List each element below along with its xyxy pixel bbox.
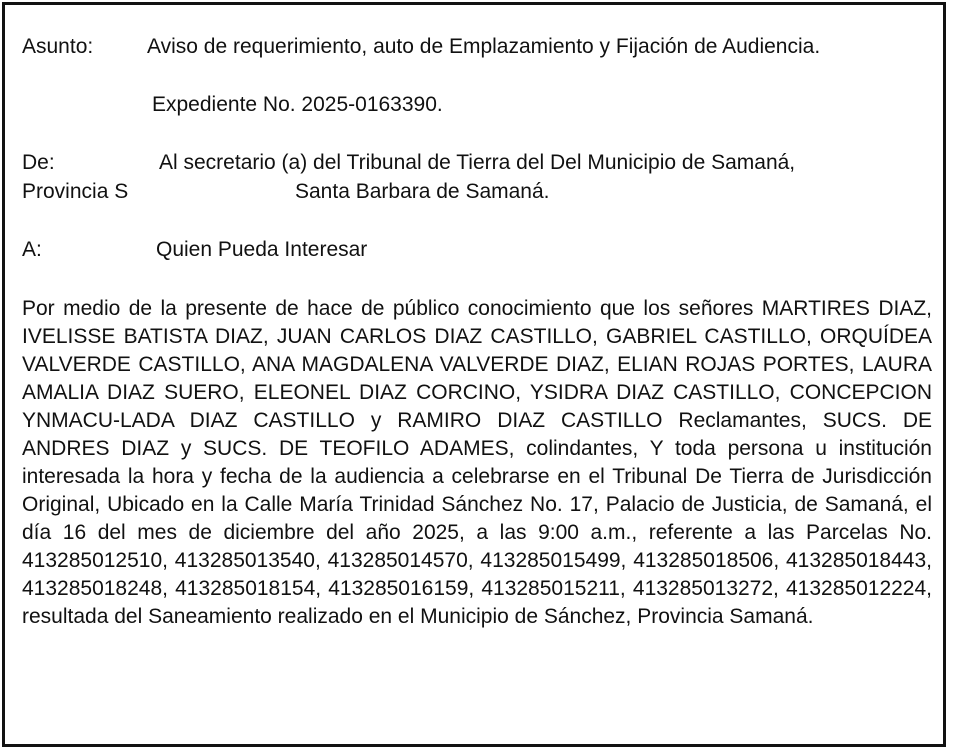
- de-line2-right: Santa Barbara de Samaná.: [295, 180, 550, 203]
- legal-notice-box: [2, 2, 946, 747]
- de-line2-left: Provincia S: [22, 180, 129, 203]
- a-value: Quien Pueda Interesar: [156, 238, 368, 261]
- a-label: A:: [22, 238, 42, 261]
- asunto-label: Asunto:: [22, 35, 94, 58]
- de-value: Al secretario (a) del Tribunal de Tierra del Del Municipio de Samaná,: [159, 151, 796, 174]
- de-label: De:: [22, 151, 55, 174]
- expediente-number: Expediente No. 2025-0163390.: [152, 93, 443, 116]
- notice-body-paragraph: Por medio de la presente de hace de público conocimiento que los señores MARTIRES DIAZ, IVELISSE BATISTA DIAZ, JUAN CARLOS DIAZ CASTILLO, GABRIEL CASTILLO, ORQUÍDEA VALVERDE CASTILLO, ANA MAGDALENA VALVERDE DIAZ, ELIAN ROJAS PORTES, LAURA AMALIA DIAZ SUERO, ELEONEL DIAZ CORCINO, YSIDRA DIAZ CASTILLO, CONCEPCION YNMACU-LADA DIAZ CASTILLO y RAMIRO DIAZ CASTILLO Reclamantes, SUCS. DE ANDRES DIAZ y SUCS. DE TEOFILO ADAMES, colindantes, Y toda persona u institución interesada la hora y fecha de la audiencia a celebrarse en el Tribunal De Tierra de Jurisdicción Original, Ubicado en la Calle María Trinidad Sánchez No. 17, Palacio de Justicia, de Samaná, el día 16 del mes de diciembre del año 2025, a las 9:00 a.m., referente a las Parcelas No. 413285012510, 413285013540, 413285014570, 413285015499, 413285018506, 413285018443, 413285018248, 413285018154, 413285016159, 413285015211, 413285013272, 413285012224, resultada del Saneamiento realizado en el Municipio de Sánchez, Provincia Samaná.: [22, 297, 932, 628]
- asunto-value: Aviso de requerimiento, auto de Emplazamiento y Fijación de Audiencia.: [147, 35, 821, 58]
